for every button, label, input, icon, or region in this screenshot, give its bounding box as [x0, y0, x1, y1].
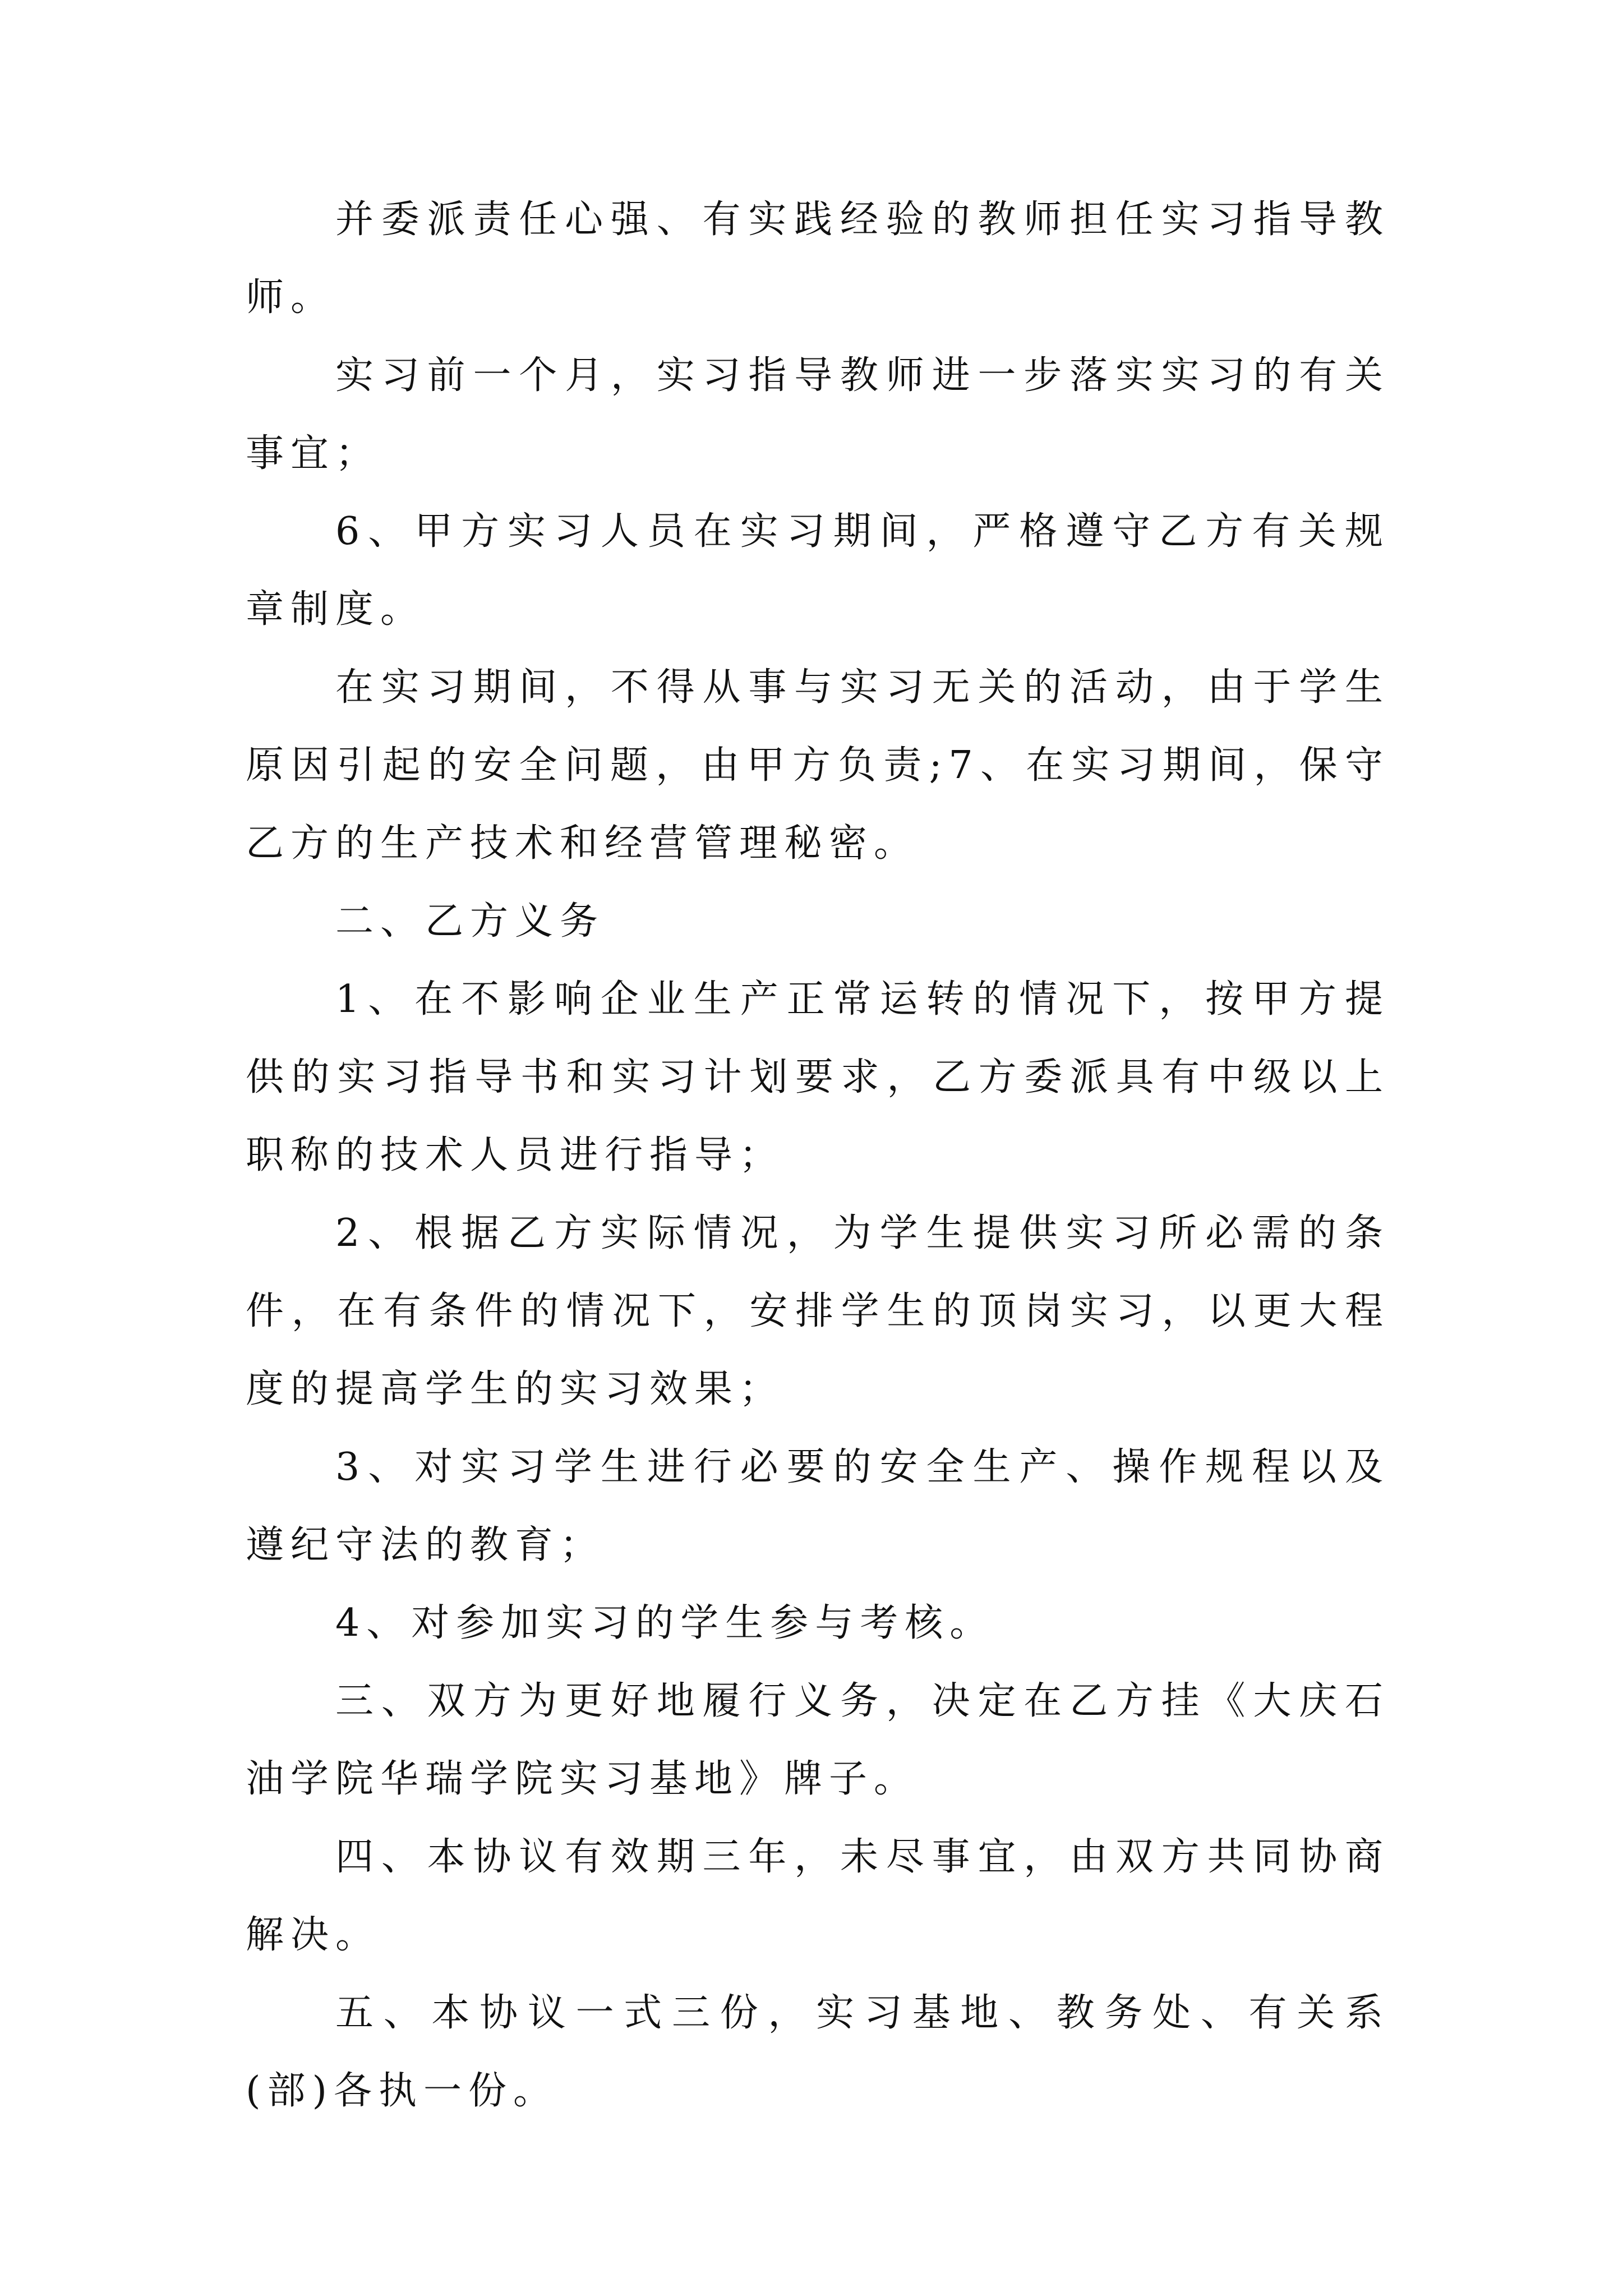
paragraph: 3、对实习学生进行必要的安全生产、操作规程以及遵纪守法的教育； [246, 1445, 1390, 1567]
paragraph: 在实习期间，不得从事与实习无关的活动，由于学生原因引起的安全问题，由甲方负责;7、在实习期间，保守乙方的生产技术和经营管理秘密。 [246, 665, 1390, 866]
section-heading: 二、乙方义务 [335, 899, 605, 944]
paragraph: 四、本协议有效期三年，未尽事宜，由双方共同协商解决。 [246, 1835, 1390, 1957]
document-body [246, 181, 1390, 2130]
paragraph: 4、对参加实习的学生参与考核。 [335, 1601, 995, 1645]
paragraph: 五、本协议一式三份，实习基地、教务处、有关系(部)各执一份。 [246, 1991, 1390, 2113]
paragraph: 6、甲方实习人员在实习期间，严格遵守乙方有关规章制度。 [246, 509, 1390, 632]
paragraph: 实习前一个月，实习指导教师进一步落实实习的有关事宜； [246, 353, 1390, 476]
paragraph: 三、双方为更好地履行义务，决定在乙方挂《大庆石油学院华瑞学院实习基地》牌子。 [246, 1679, 1390, 1801]
paragraph: 2、根据乙方实际情况，为学生提供实习所必需的条件，在有条件的情况下，安排学生的顶岗实习，以更大程度的提高学生的实习效果； [246, 1211, 1390, 1411]
paragraph: 1、在不影响企业生产正常运转的情况下，按甲方提供的实习指导书和实习计划要求，乙方委派具有中级以上职称的技术人员进行指导； [246, 977, 1390, 1177]
paragraph: 并委派责任心强、有实践经验的教师担任实习指导教师。 [246, 197, 1390, 320]
